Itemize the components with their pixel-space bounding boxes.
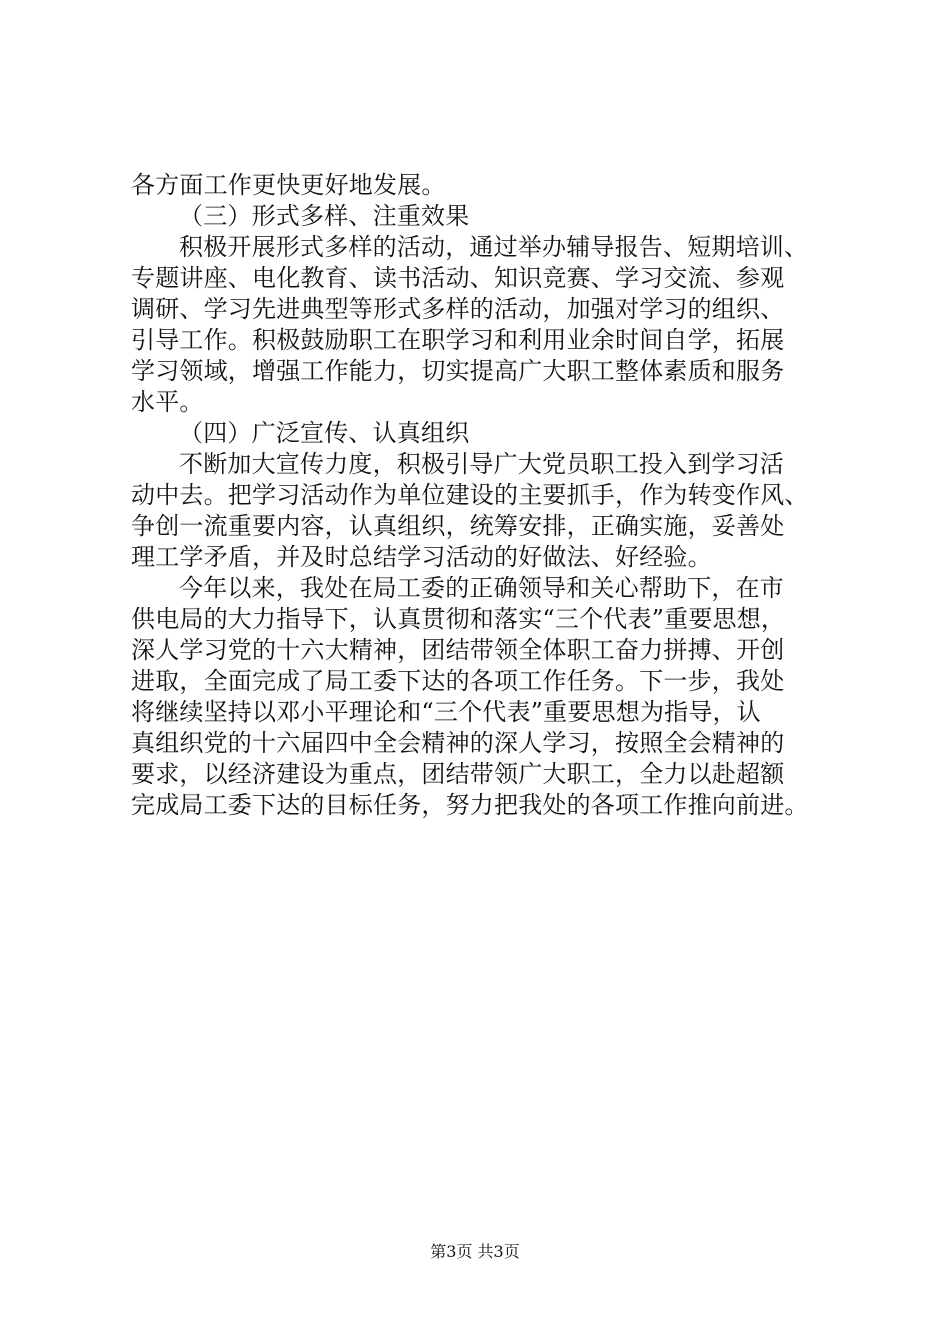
body-text-line: 各方面工作更快更好地发展。 [131, 171, 446, 199]
body-text-line: 深人学习党的十六大精神，团结带领全体职工奋力拼搏、开创 [131, 636, 785, 664]
body-text-line: 真组织党的十六届四中全会精神的深人学习，按照全会精神的 [131, 729, 785, 757]
body-text-line: 今年以来，我处在局工委的正确领导和关心帮助下，在市 [179, 574, 784, 602]
body-text-line: 调研、学习先进典型等形式多样的活动，加强对学习的组织、 [131, 295, 785, 323]
body-text-line: 完成局工委下达的目标任务，努力把我处的各项工作推向前进。 [131, 791, 809, 819]
body-text-line: 积极开展形式多样的活动，通过举办辅导报告、短期培训、 [179, 233, 809, 261]
section-heading-4: （四）广泛宣传、认真组织 [179, 419, 470, 447]
document-body [131, 170, 831, 821]
body-text-line: 将继续坚持以邓小平理论和“三个代表”重要思想为指导，认 [131, 698, 761, 726]
page-number-footer: 第3页 共3页 [430, 1242, 520, 1261]
section-heading-3: （三）形式多样、注重效果 [179, 202, 470, 230]
body-text-line: 专题讲座、电化教育、读书活动、知识竞赛、学习交流、参观 [131, 264, 785, 292]
body-text-line: 引导工作。积极鼓励职工在职学习和利用业余时间自学，拓展 [131, 326, 785, 354]
body-text-line: 要求，以经济建设为重点，团结带领广大职工，全力以赴超额 [131, 760, 785, 788]
body-text-line: 进取，全面完成了局工委下达的各项工作任务。下一步，我处 [131, 667, 785, 695]
body-text-line: 不断加大宣传力度，积极引导广大党员职工投入到学习活 [179, 450, 784, 478]
body-text-line: 争创一流重要内容，认真组织，统筹安排，正确实施，妥善处 [131, 512, 785, 540]
body-text-line: 动中去。把学习活动作为单位建设的主要抓手，作为转变作风、 [131, 481, 809, 509]
body-text-line: 理工学矛盾，并及时总结学习活动的好做法、好经验。 [131, 543, 712, 571]
body-text-line: 水平。 [131, 388, 204, 416]
body-text-line: 学习领域，增强工作能力，切实提高广大职工整体素质和服务 [131, 357, 785, 385]
body-text-line: 供电局的大力指导下，认真贯彻和落实“三个代表”重要思想， [131, 605, 786, 633]
